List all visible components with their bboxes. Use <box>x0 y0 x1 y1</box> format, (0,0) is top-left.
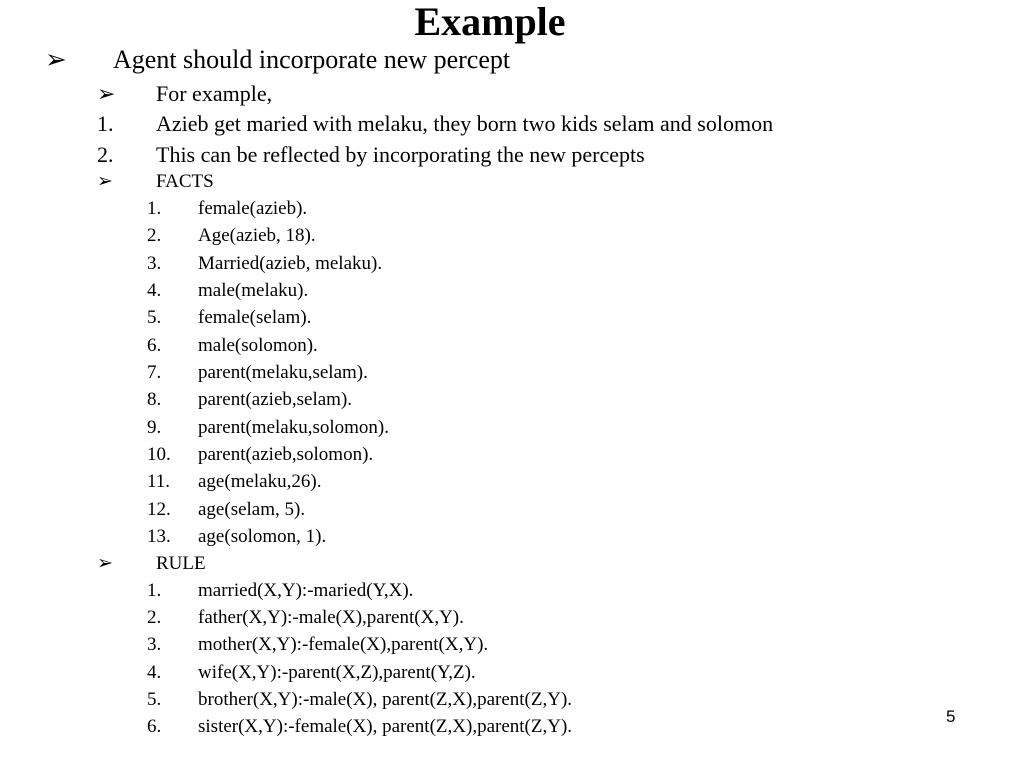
arrow-bullet-icon: ➢ <box>45 45 67 74</box>
list-number: 1. <box>97 111 114 136</box>
fact-item-text: male(solomon). <box>198 334 318 356</box>
list-number: 3. <box>147 252 162 274</box>
fact-item-text: age(solomon, 1). <box>198 525 327 547</box>
list-number: 4. <box>147 279 162 301</box>
intro-text: Agent should incorporate new percept <box>113 45 511 74</box>
list-number: 6. <box>147 716 162 737</box>
fact-item-text: parent(melaku,solomon). <box>198 416 390 438</box>
fact-item-text: Age(azieb, 18). <box>198 225 316 247</box>
fact-item-text: parent(melaku,selam). <box>198 361 368 383</box>
list-number: 13. <box>147 525 171 547</box>
list-number: 10. <box>147 443 171 465</box>
list-number: 11. <box>147 471 171 493</box>
list-number: 9. <box>147 416 162 438</box>
list-number: 2. <box>147 607 162 629</box>
list-number: 5. <box>147 307 162 329</box>
list-number: 1. <box>147 198 162 219</box>
subintro-text: This can be reflected by incorporating the new percepts <box>156 142 645 167</box>
subintro-text: Azieb get maried with melaku, they born two kids selam and solomon <box>156 111 774 136</box>
page-number: 5 <box>946 707 956 726</box>
subintro-text: For example, <box>156 81 273 106</box>
rule-item-text: father(X,Y):-male(X),parent(X,Y). <box>198 607 464 629</box>
rule-item-text: brother(X,Y):-male(X), parent(Z,X),parent(Z,Y). <box>198 688 573 710</box>
rule-item-text: mother(X,Y):-female(X),parent(X,Y). <box>198 634 489 656</box>
list-number: 5. <box>147 688 162 710</box>
list-number: 3. <box>147 634 162 656</box>
list-number: 8. <box>147 389 162 411</box>
fact-item-text: age(selam, 5). <box>198 498 306 520</box>
fact-item-text: female(selam). <box>198 307 312 329</box>
list-number: 7. <box>147 361 162 383</box>
fact-item-text: age(melaku,26). <box>198 471 322 493</box>
fact-item-text: male(melaku). <box>198 279 309 301</box>
fact-item-text: Married(azieb, melaku). <box>198 252 383 274</box>
rule-item-text: married(X,Y):-maried(Y,X). <box>198 580 414 601</box>
list-number: 2. <box>147 225 162 247</box>
arrow-bullet-icon: ➢ <box>97 553 113 574</box>
list-number: 1. <box>147 580 162 601</box>
fact-item-text: parent(azieb,solomon). <box>198 443 374 465</box>
list-number: 4. <box>147 661 162 683</box>
arrow-bullet-icon: ➢ <box>97 171 113 192</box>
fact-item-text: female(azieb). <box>198 198 308 219</box>
list-number: 12. <box>147 498 171 520</box>
rule-item-text: wife(X,Y):-parent(X,Z),parent(Y,Z). <box>198 661 476 683</box>
rule-heading: RULE <box>156 553 206 574</box>
facts-heading: FACTS <box>156 171 214 192</box>
list-number: 6. <box>147 334 162 356</box>
rule-item-text: sister(X,Y):-female(X), parent(Z,X),parent(Z,Y). <box>198 716 573 737</box>
fact-item-text: parent(azieb,selam). <box>198 389 353 411</box>
list-number: 2. <box>97 142 114 167</box>
arrow-bullet-icon: ➢ <box>97 81 116 106</box>
slide-title: Example <box>414 0 566 44</box>
